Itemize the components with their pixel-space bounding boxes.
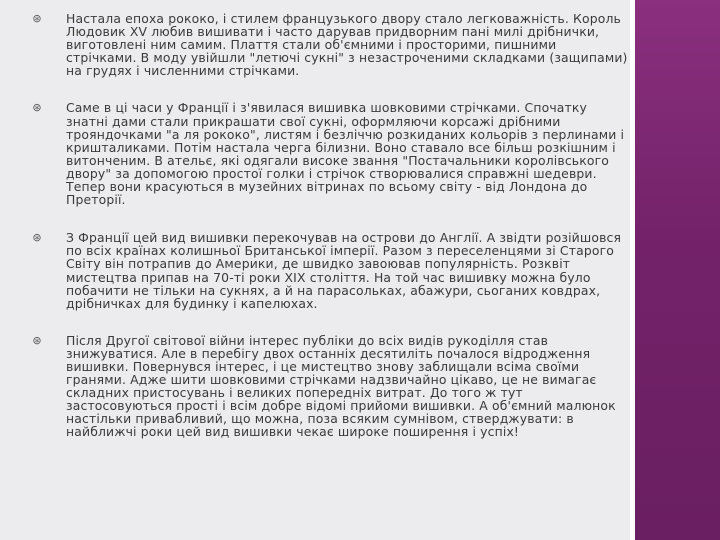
list-item xyxy=(30,231,630,310)
list-item xyxy=(30,334,630,439)
paragraph-text: Настала епоха рококо, і стилем французького двору стало легковажність. Король Людовик XV любив вишивати і часто дарував придворним пані милі дрібнички, виготовлені ним самим. Плаття стали об'ємними і просторими, пишними стрічками. В моду увійшли "летючі сукні" з незастроченими складками (защипами) на грудях і численними стрічками. xyxy=(66,11,628,79)
wheel-bullet-icon: ⊛ xyxy=(32,333,42,347)
wheel-bullet-icon: ⊛ xyxy=(32,101,42,115)
paragraph-text: З Франції цей вид вишивки перекочував на острови до Англії. А звідти розійшовся по всіх країнах колишньої Британської імперії. Разом з переселенцями зі Старого Світу він потрапив до Америки, де швидко завоював популярність. Розквіт мистецтва припав на 70-ті роки XIX століття. На той час вишивку можна було побачити не тільки на сукнях, а й на парасольках, абажури, сьоганих ковдрах, дрібничках для будинку і капелюхах. xyxy=(66,230,622,311)
paragraph-text: Після Другої світової війни інтерес публіки до всіх видів рукоділля став знижуватися. Але в перебігу двох останніх десятиліть почалося відродження вишивки. Повернувся інтерес, і це мистецтво знову заблищали всіма своїми гранями. Адже шити шовковими стрічками надзвичайно цікаво, це не вимагає складних пристосувань і великих попередніх витрат. До того ж тут застосовуються прості і всім добре відомі прийоми вишивки. А об'ємний малюнок настільки привабливий, що можна, поза всяким сумнівом, стверджувати: в найближчі роки цей вид вишивки чекає широке поширення і успіх! xyxy=(66,332,616,440)
paragraph-text: Саме в ці часи у Франції і з'явилася вишивка шовковими стрічками. Спочатку знатні дами стали прикрашати свої сукні, оформляючи корсажі дрібними трояндочками "а ля рококо", листям і безліччю розкиданих кольорів з перлинами і кришталиками. Потім настала черга білизни. Воно ставало все більш розкішним і витонченим. В ательє, які одягали високе звання "Постачальники королівського двору" за допомогою простої голки і стрічок створювалися справжні шедеври. Тепер вони красуються в музейних вітринах по всьому світу - від Лондона до Преторії. xyxy=(66,100,625,208)
list-item xyxy=(30,12,630,77)
wheel-bullet-icon: ⊛ xyxy=(32,231,42,245)
bullet-list xyxy=(30,12,630,461)
list-item xyxy=(30,101,630,206)
accent-side-bar xyxy=(635,0,720,540)
wheel-bullet-icon: ⊛ xyxy=(32,12,42,25)
